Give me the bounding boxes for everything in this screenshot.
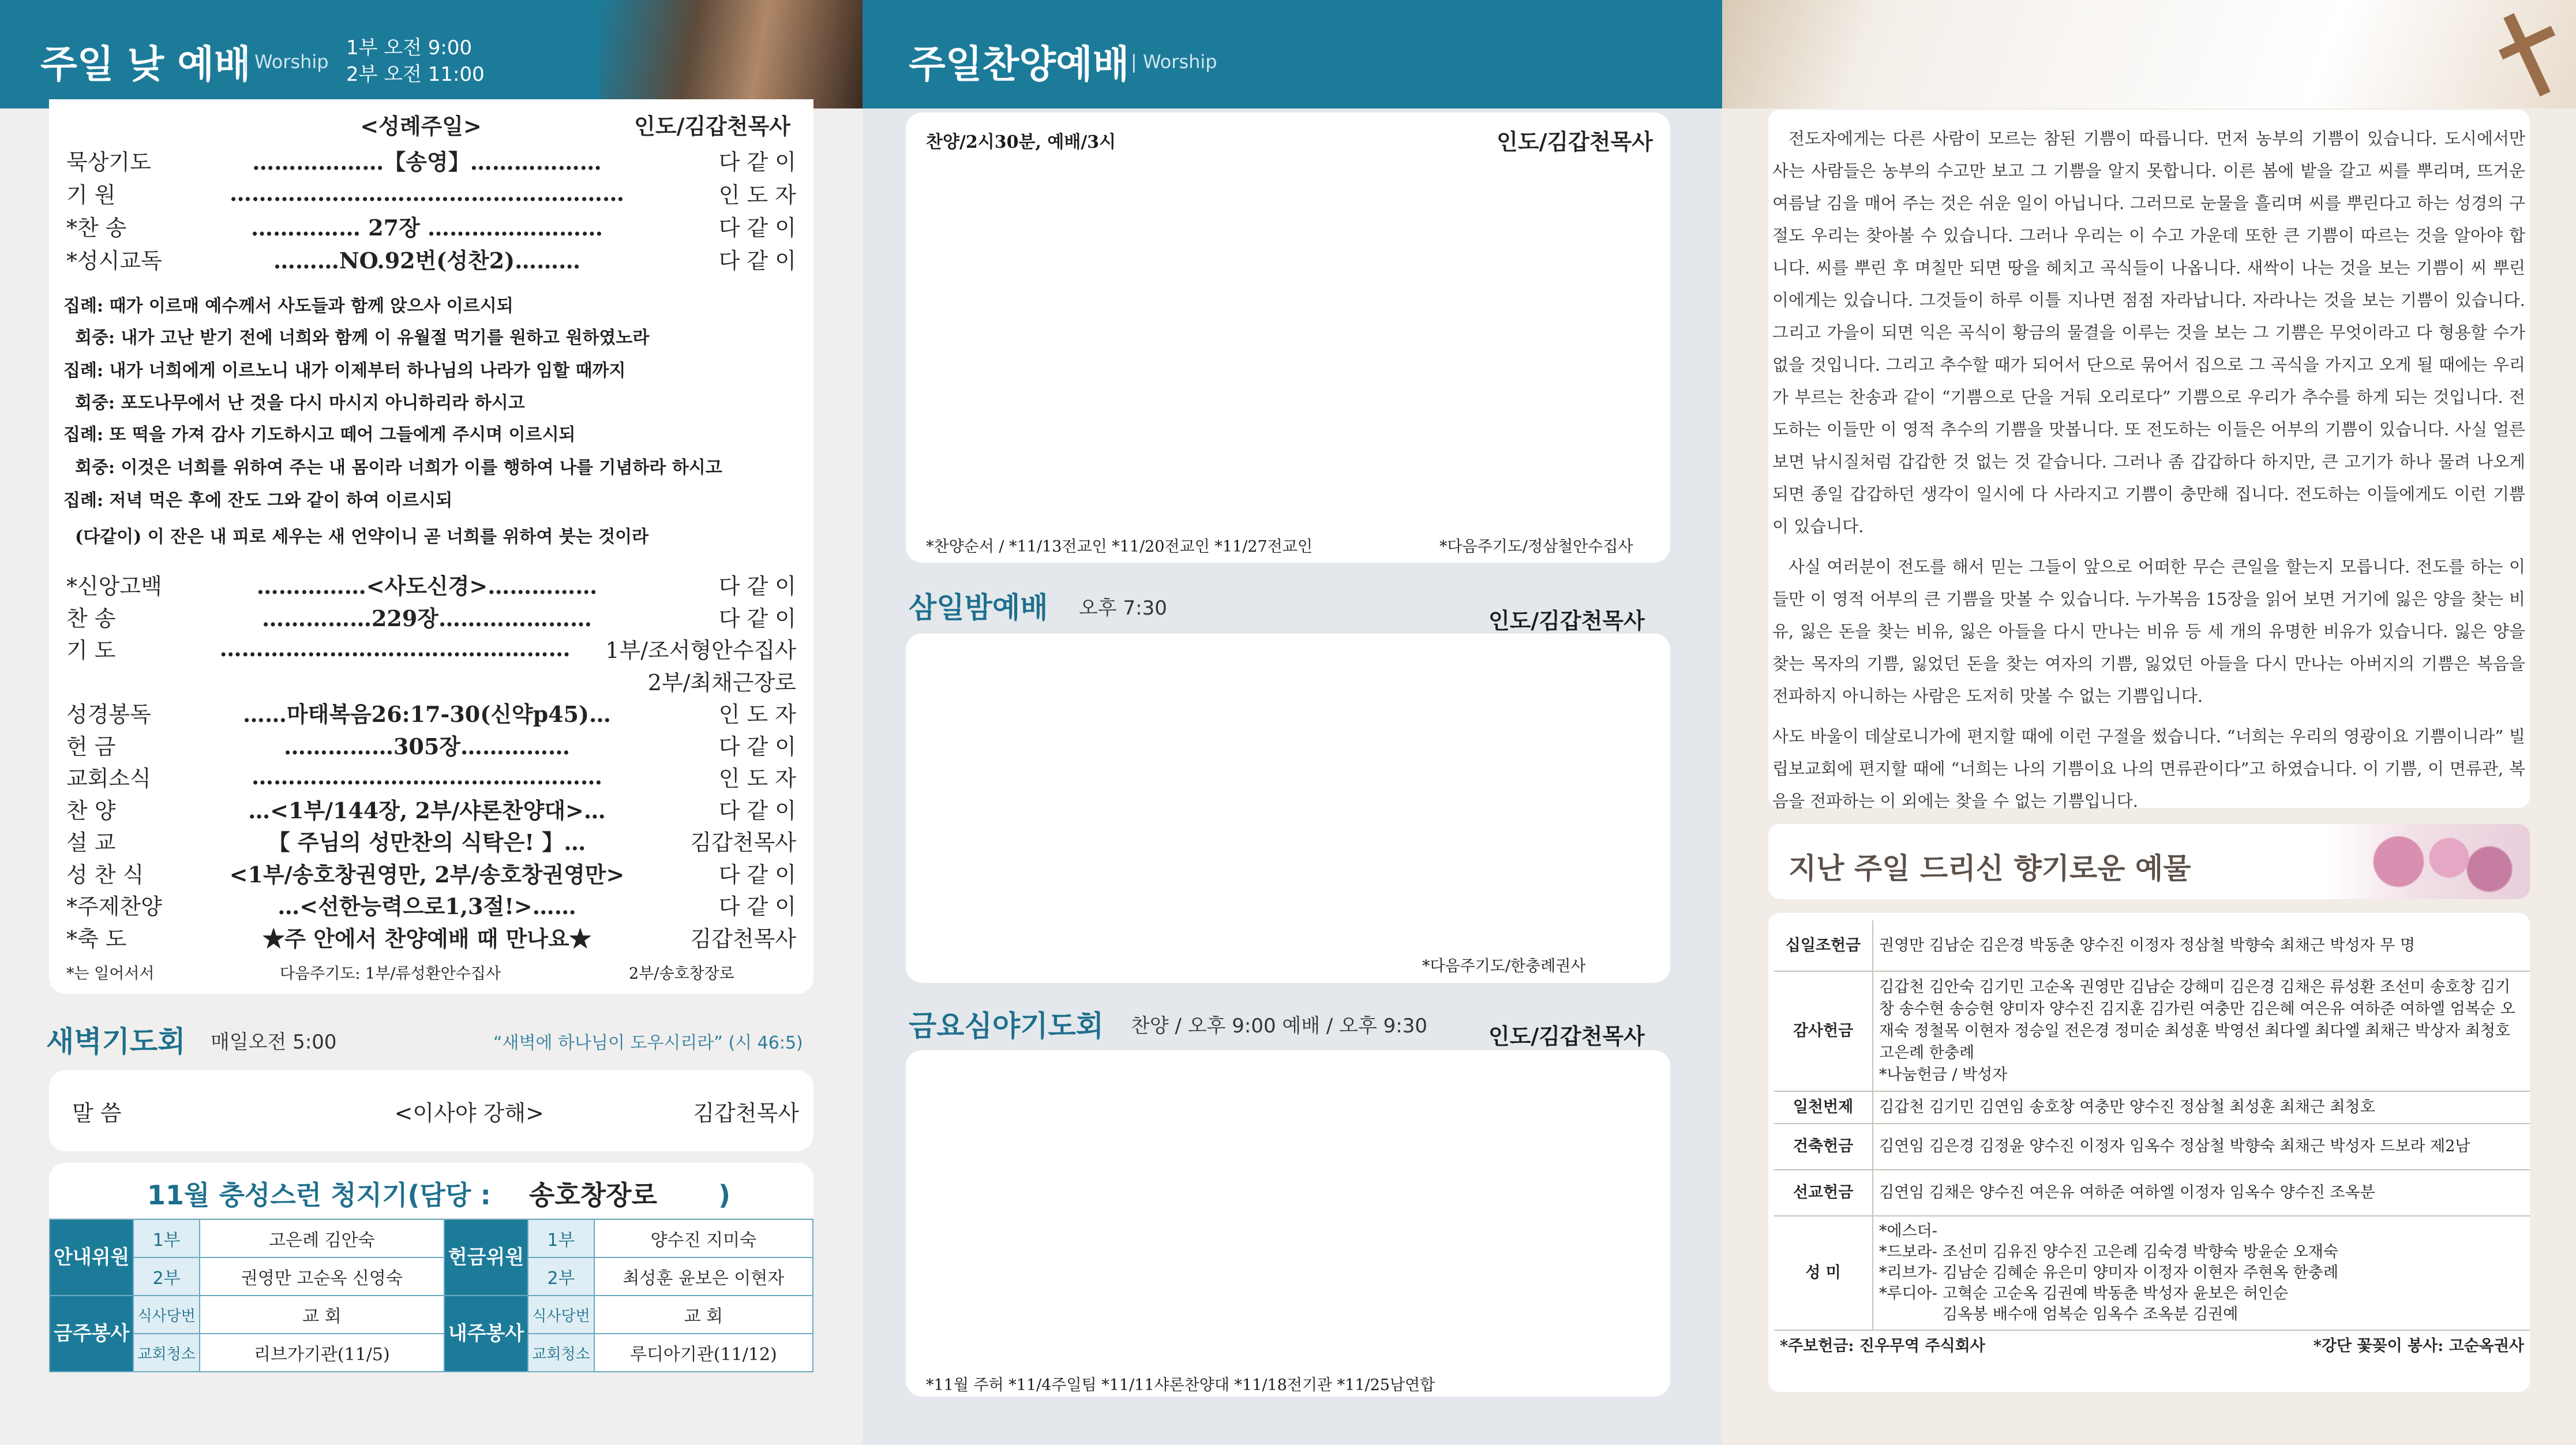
- dawn-quote: “새벽에 하나님이 도우시리라” (시 46:5): [493, 1033, 803, 1053]
- page-title: 주일 낮 예배: [40, 42, 251, 87]
- duty-head-this-week: 금주봉사: [50, 1296, 133, 1372]
- row-content: …<선한능력으로1,3절!>……: [278, 893, 576, 919]
- order-foot-right: 2부/송호창장로: [629, 965, 734, 983]
- row-content: ……마태복음26:17-30(신약p45)…: [242, 701, 612, 727]
- duty-head-next-week: 내주봉사: [444, 1296, 528, 1372]
- duty-next-clean-label: 교회청소: [528, 1334, 594, 1372]
- offering-label: 십일조헌금: [1774, 920, 1873, 971]
- row-label: *신앙고백: [66, 574, 162, 599]
- page-subtitle: | Worship: [242, 51, 329, 73]
- table-row: [66, 568, 796, 600]
- page-title: 주일찬양예배: [909, 42, 1130, 87]
- dawn-time: 매일오전 5:00: [211, 1031, 337, 1054]
- duty-title-text: 11월 충성스런 청지기(담당 :: [147, 1180, 491, 1211]
- row-label: *성시교독: [66, 248, 162, 274]
- liturgy-line: 회중: 이것은 너희를 위하여 주는 내 몸이라 너희가 이를 행하여 나를 기념하라 하시고: [75, 458, 722, 478]
- afternoon-foot-right: *다음주기도/정삼철안수집사: [1439, 538, 1633, 556]
- table-row: [1774, 1330, 2530, 1362]
- row-leader: 다 같 이: [718, 733, 796, 759]
- row-content: …………………………………………: [252, 763, 602, 789]
- duty-this-clean: 리브가기관(11/5): [200, 1334, 444, 1372]
- row-label: 찬 양: [66, 798, 116, 823]
- heading-leader: 인도/김갑천목사: [634, 113, 790, 139]
- duty-head-offering: 헌금위원: [444, 1219, 528, 1296]
- afternoon-heading: [926, 124, 1653, 156]
- table-row: [66, 243, 796, 275]
- afternoon-foot-left: *찬양순서 / *11/13전교인 *11/20전교인 *11/27전교인: [926, 538, 1313, 556]
- liturgy-line: 집례: 때가 이르매 예수께서 사도들과 함께 앉으사 이르시되: [63, 296, 513, 316]
- offering-label: 일천번제: [1774, 1091, 1873, 1124]
- cross-hands-image: [1722, 0, 2576, 108]
- liturgy-line: (다같이) 이 잔은 내 피로 세우는 새 언약이니 곧 너희를 위하여 붓는 것이라: [75, 527, 649, 547]
- dawn-row-leader: 김갑천목사: [693, 1100, 799, 1126]
- table-row: [66, 921, 796, 953]
- offering-names: 김연임 김채은 양수진 여은유 여하준 여하엘 이정자 임옥수 양수진 조옥분: [1873, 1170, 2530, 1216]
- duty-title-name: 송호창장로: [528, 1180, 658, 1211]
- dawn-row-title: <이사야 강해>: [394, 1100, 544, 1126]
- duty-next-meal: 교 회: [594, 1296, 813, 1334]
- duty-usher-2: 권영만 고순옥 신영숙: [200, 1257, 444, 1296]
- cross-icon: [2495, 12, 2559, 98]
- duty-next-meal-label: 식사당번: [528, 1296, 594, 1334]
- row-leader: 인 도 자: [718, 702, 796, 727]
- fri-box: [906, 1050, 1670, 1397]
- row-label: 성경봉독: [66, 702, 151, 727]
- duty-table: [49, 1219, 813, 1372]
- table-row: [1774, 971, 2530, 1091]
- order-heading: [63, 108, 790, 140]
- row-leader: 다 같 이: [718, 894, 796, 919]
- dawn-title: 새벽기도회: [46, 1025, 186, 1058]
- row-content: …………………………………………: [219, 635, 571, 661]
- offering-foot-right: *강단 꽃꽂이 봉사: 고순옥권사: [2313, 1337, 2524, 1355]
- essay-text: [1772, 122, 2525, 825]
- row-content: ★주 안에서 찬양예배 때 만나요★: [263, 925, 591, 952]
- row-leader: 인 도 자: [718, 182, 796, 208]
- table-row: [66, 793, 796, 825]
- panel-sunday-morning: [0, 0, 863, 1445]
- row-label: *축 도: [66, 926, 127, 952]
- offering-label: 성 미: [1774, 1216, 1873, 1330]
- table-row: [66, 665, 796, 697]
- row-leader: 1부/조서형안수집사: [605, 638, 796, 663]
- row-content: ……………<사도신경>……………: [256, 573, 598, 599]
- offering-label: 선교헌금: [1774, 1170, 1873, 1216]
- offering-names: 김갑천 김안숙 김기민 고순옥 권영만 김남순 강해미 김은경 김채은 류성환 조선미 송호창 김기창 송수현 송승현 양미자 양수진 김지훈 김가린 여충만 김은혜 여은유 여하준 여하엘 엄복순 오재숙 정철목 이현자 정승일 전은경 정미순 최성훈 박영선 최다엘 최다엘 최채근 박상자 최청호 고은례 한충례 *나눔헌금 / 박성자: [1873, 971, 2530, 1091]
- duty-this-clean-label: 교회청소: [133, 1334, 199, 1372]
- duty-this-meal-label: 식사당번: [133, 1296, 199, 1334]
- table-row: [66, 632, 796, 664]
- table-row: [1774, 1216, 2530, 1330]
- row-leader: 김갑천목사: [690, 830, 796, 855]
- liturgy-line: 회중: 포도나무에서 난 것을 다시 마시지 아니하리라 하시고: [75, 393, 525, 413]
- offering-table: [1774, 920, 2530, 1362]
- table-row: [66, 761, 796, 792]
- table-row: [66, 889, 796, 920]
- duty-offering-1-label: 1부: [528, 1219, 594, 1257]
- row-leader: 인 도 자: [718, 766, 796, 791]
- praying-hands-image: [600, 0, 863, 108]
- row-label: 묵상기도: [66, 149, 151, 175]
- duty-title: [147, 1174, 730, 1212]
- duty-usher-1-label: 1부: [133, 1219, 199, 1257]
- fri-leader: 인도/김갑천목사: [1488, 1023, 1645, 1049]
- fri-time: 찬양 / 오후 9:00 예배 / 오후 9:30: [1131, 1015, 1428, 1038]
- row-leader: 다 같 이: [718, 215, 796, 241]
- row-content: …………… 27장 ……………………: [250, 215, 603, 241]
- time-second: 2부 오전 11:00: [346, 63, 485, 86]
- row-label: *찬 송: [66, 215, 127, 241]
- row-content: 【 주님의 성만찬의 식탁은! 】…: [268, 829, 586, 855]
- row-label: 찬 송: [66, 605, 116, 631]
- table-row: [1774, 1170, 2530, 1216]
- row-label: 헌 금: [66, 733, 116, 759]
- row-content: ………NO.92번(성찬2)………: [273, 248, 581, 274]
- table-row: [1774, 1124, 2530, 1170]
- table-row: [66, 601, 796, 632]
- row-label: 성 찬 식: [66, 862, 144, 888]
- liturgy-line: 집례: 저녁 먹은 후에 잔도 그와 같이 하여 이르시되: [63, 491, 453, 511]
- row-leader: 다 같 이: [718, 149, 796, 175]
- wed-foot: *다음주기도/한충례권사: [1422, 957, 1586, 975]
- afternoon-note: 찬양/2시30분, 예배/3시: [926, 132, 1116, 152]
- table-row: [66, 697, 796, 728]
- row-leader: 다 같 이: [718, 798, 796, 823]
- table-row: [1774, 1091, 2530, 1124]
- heading-title: <성례주일>: [360, 113, 482, 139]
- panel-sunday-afternoon: [863, 0, 1722, 1445]
- row-leader: 다 같 이: [718, 605, 796, 631]
- table-row: [66, 177, 796, 209]
- wed-leader: 인도/김갑천목사: [1488, 608, 1645, 634]
- wed-title: 삼일밤예배: [909, 591, 1048, 624]
- table-row: [66, 144, 796, 176]
- table-row: [66, 825, 796, 856]
- wed-time: 오후 7:30: [1079, 597, 1167, 620]
- dawn-row: [72, 1095, 799, 1127]
- offering-names: *에스더- *드보라- 조선미 김유진 양수진 고은례 김숙경 박향숙 방윤순 오재숙 *리브가- 김남순 김혜순 유은미 양미자 이정자 이현자 주현옥 한충례 *루디아- 고혁순 고순옥 김권예 박동춘 박성자 윤보은 허인순 김옥봉 배수애 엄복순 임옥수 조옥분 김권예: [1873, 1216, 2530, 1330]
- afternoon-leader: 인도/김갑천목사: [1497, 129, 1653, 155]
- duty-usher-2-label: 2부: [133, 1257, 199, 1296]
- row-content: ……………229장…………………: [261, 605, 593, 631]
- duty-next-clean: 루디아기관(11/12): [594, 1334, 813, 1372]
- dawn-row-label: 말 씀: [72, 1100, 122, 1126]
- row-label: 기 도: [66, 638, 116, 663]
- page-subtitle: | Worship: [1131, 51, 1217, 73]
- order-foot-mid: 다음주기도: 1부/류성환안수집사: [280, 965, 501, 983]
- liturgy-line: 회중: 내가 고난 받기 전에 너희와 함께 이 유월절 먹기를 원하고 원하였노라: [75, 328, 650, 348]
- offering-foot-left: *주보헌금: 진우무역 주식회사: [1780, 1337, 1985, 1355]
- offering-names: 김연임 김은경 김정윤 양수진 이정자 임옥수 정삼철 박향숙 최채근 박성자 드보라 제2남: [1873, 1124, 2530, 1170]
- order-foot-left: *는 일어서서: [66, 965, 155, 983]
- duty-usher-1: 고은례 김안숙: [200, 1219, 444, 1257]
- row-leader: 김갑천목사: [690, 926, 796, 952]
- liturgy-line: 집례: 내가 너희에게 이르노니 내가 이제부터 하나님의 나라가 임할 때까지: [63, 361, 626, 381]
- duty-offering-1: 양수진 지미숙: [594, 1219, 813, 1257]
- fri-title: 금요심야기도회: [909, 1009, 1104, 1043]
- row-label: 기 원: [66, 182, 116, 208]
- row-content: ……………305장……………: [283, 733, 571, 759]
- offering-title: 지난 주일 드리신 향기로운 예물: [1788, 852, 2191, 885]
- duty-offering-2-label: 2부: [528, 1257, 594, 1296]
- offering-label: 감사헌금: [1774, 971, 1873, 1091]
- essay-paragraph: 전도자에게는 다른 사람이 모르는 참된 기쁨이 따릅니다. 먼저 농부의 기쁨이 있습니다. 도시에서만 사는 사람들은 농부의 수고만 보고 그 기쁨을 알지 못합니다. 이른 봄에 밭을 갈고 씨를 뿌리며, 뜨거운 여름날 김을 매어 주는 것은 쉬운 일이 아닙니다. 그러므로 눈물을 흘리며 씨를 뿌린다고 하는 성경의 구절도 우리는 찾아볼 수 있습니다. 그러나 우리는 이 수고 가운데 또한 큰 기쁨이 따르는 것을 알아야 합니다. 씨를 뿌린 후 며칠만 되면 땅을 헤치고 곡식들이 나옵니다. 새싹이 나는 것을 보는 기쁨이 씨 뿌린 이에게는 있습니다. 그것들이 하루 이틀 지나면 점점 자라납니다. 자라나는 것을 보는 기쁨이 있습니다. 그리고 가을이 되면 익은 곡식이 황금의 물결을 이루는 것을 보는 그 기쁨은 무엇이라고 다 형용할 수가 없을 것입니다. 그리고 추수할 때가 되어서 단으로 묶어서 집으로 그 곡식을 가지고 오게 될 때에는 우리가 부르는 찬송과 같이 “기쁨으로 단을 거둬 오리로다” 기쁨으로 우리가 추수를 하게 되는 것입니다. 전도하는 이들만 이 영적 추수의 기쁨을 맛봅니다. 또 전도하는 이들은 어부의 기쁨이 있습니다. 사실 얼른 보면 낚시질처럼 갑갑한 것 없는 것 같습니다. 그러나 좀 갑갑하다 하지만, 큰 고기가 하나 물려 나오게 되면 종일 갑갑하던 생각이 일시에 다 사라지고 기쁨이 충만해 집니다. 전도하는 이들에게도 이런 기쁨이 있습니다.: [1772, 129, 2525, 536]
- fri-foot: *11월 주허 *11/4주일팀 *11/11샤론찬양대 *11/18전기관 *11/25남연합: [926, 1376, 1435, 1394]
- service-times: [346, 35, 485, 88]
- time-first: 1부 오전 9:00: [346, 36, 473, 59]
- row-leader: 2부/최채근장로: [647, 669, 796, 695]
- table-row: [66, 210, 796, 242]
- duty-offering-2: 최성훈 윤보은 이현자: [594, 1257, 813, 1296]
- table-row: [1774, 920, 2530, 971]
- duty-head-usher: 안내위원: [50, 1219, 133, 1296]
- row-leader: 다 같 이: [718, 574, 796, 599]
- row-label: *주제찬양: [66, 894, 162, 919]
- table-row: [66, 857, 796, 889]
- row-content: …<1부/144장, 2부/샤론찬양대>…: [248, 797, 606, 823]
- essay-paragraph: 사실 여러분이 전도를 해서 믿는 그들이 앞으로 어떠한 무슨 큰일을 할는지 모릅니다. 전도를 하는 이들만 이 영적 어부의 큰 기쁨을 맛볼 수 있습니다. 누가복음 15장을 읽어 보면 거기에 잃은 양을 찾는 비유, 잃은 돈을 찾는 비유, 잃은 아들을 다시 만나는 비유 등 세 개의 유명한 비유가 있습니다. 잃은 양을 찾는 목자의 기쁨, 잃었던 돈을 찾는 여자의 기쁨, 잃었던 아들을 다시 만나는 아버지의 기쁨은 복음을 전파하지 아니하는 사람은 도저히 맛볼 수 없는 기쁨입니다.: [1772, 557, 2525, 706]
- table-row: [66, 729, 796, 761]
- row-leader: 다 같 이: [718, 248, 796, 274]
- wed-box: [906, 634, 1670, 983]
- row-content: <1부/송호창권영만, 2부/송호창권영만>: [229, 861, 625, 888]
- duty-this-meal: 교 회: [200, 1296, 444, 1334]
- offering-names: 권영만 김남순 김은경 박동춘 양수진 이정자 정삼철 박향숙 최채근 박성자 무 명: [1879, 936, 2416, 954]
- offering-label: 건축헌금: [1774, 1124, 1873, 1170]
- afternoon-box: [906, 113, 1670, 563]
- row-label: 설 교: [66, 830, 116, 855]
- liturgy-line: 집례: 또 떡을 가져 감사 기도하시고 떼어 그들에게 주시며 이르시되: [63, 425, 576, 445]
- row-leader: 다 같 이: [718, 862, 796, 888]
- duty-title-end: ): [718, 1180, 731, 1211]
- flowers-image: [2328, 824, 2530, 899]
- essay-paragraph: 사도 바울이 데살로니가에 편지할 때에 이런 구절을 썼습니다. “너희는 우리의 영광이요 기쁨이니라” 빌립보교회에 편지할 때에 “너희는 나의 기쁨이요 나의 면류관이다”고 하였습니다. 이 기쁨, 이 면류관, 복음을 전파하는 이 외에는 찾을 수 없는 기쁨입니다.: [1772, 727, 2525, 811]
- row-content: ………………………………………………: [230, 180, 624, 206]
- row-content: ………………【송영】………………: [252, 149, 602, 175]
- row-label: 교회소식: [66, 766, 151, 791]
- offering-names: 김갑천 김기민 김연임 송호창 여충만 양수진 정삼철 최성훈 최채근 최청호: [1873, 1091, 2530, 1124]
